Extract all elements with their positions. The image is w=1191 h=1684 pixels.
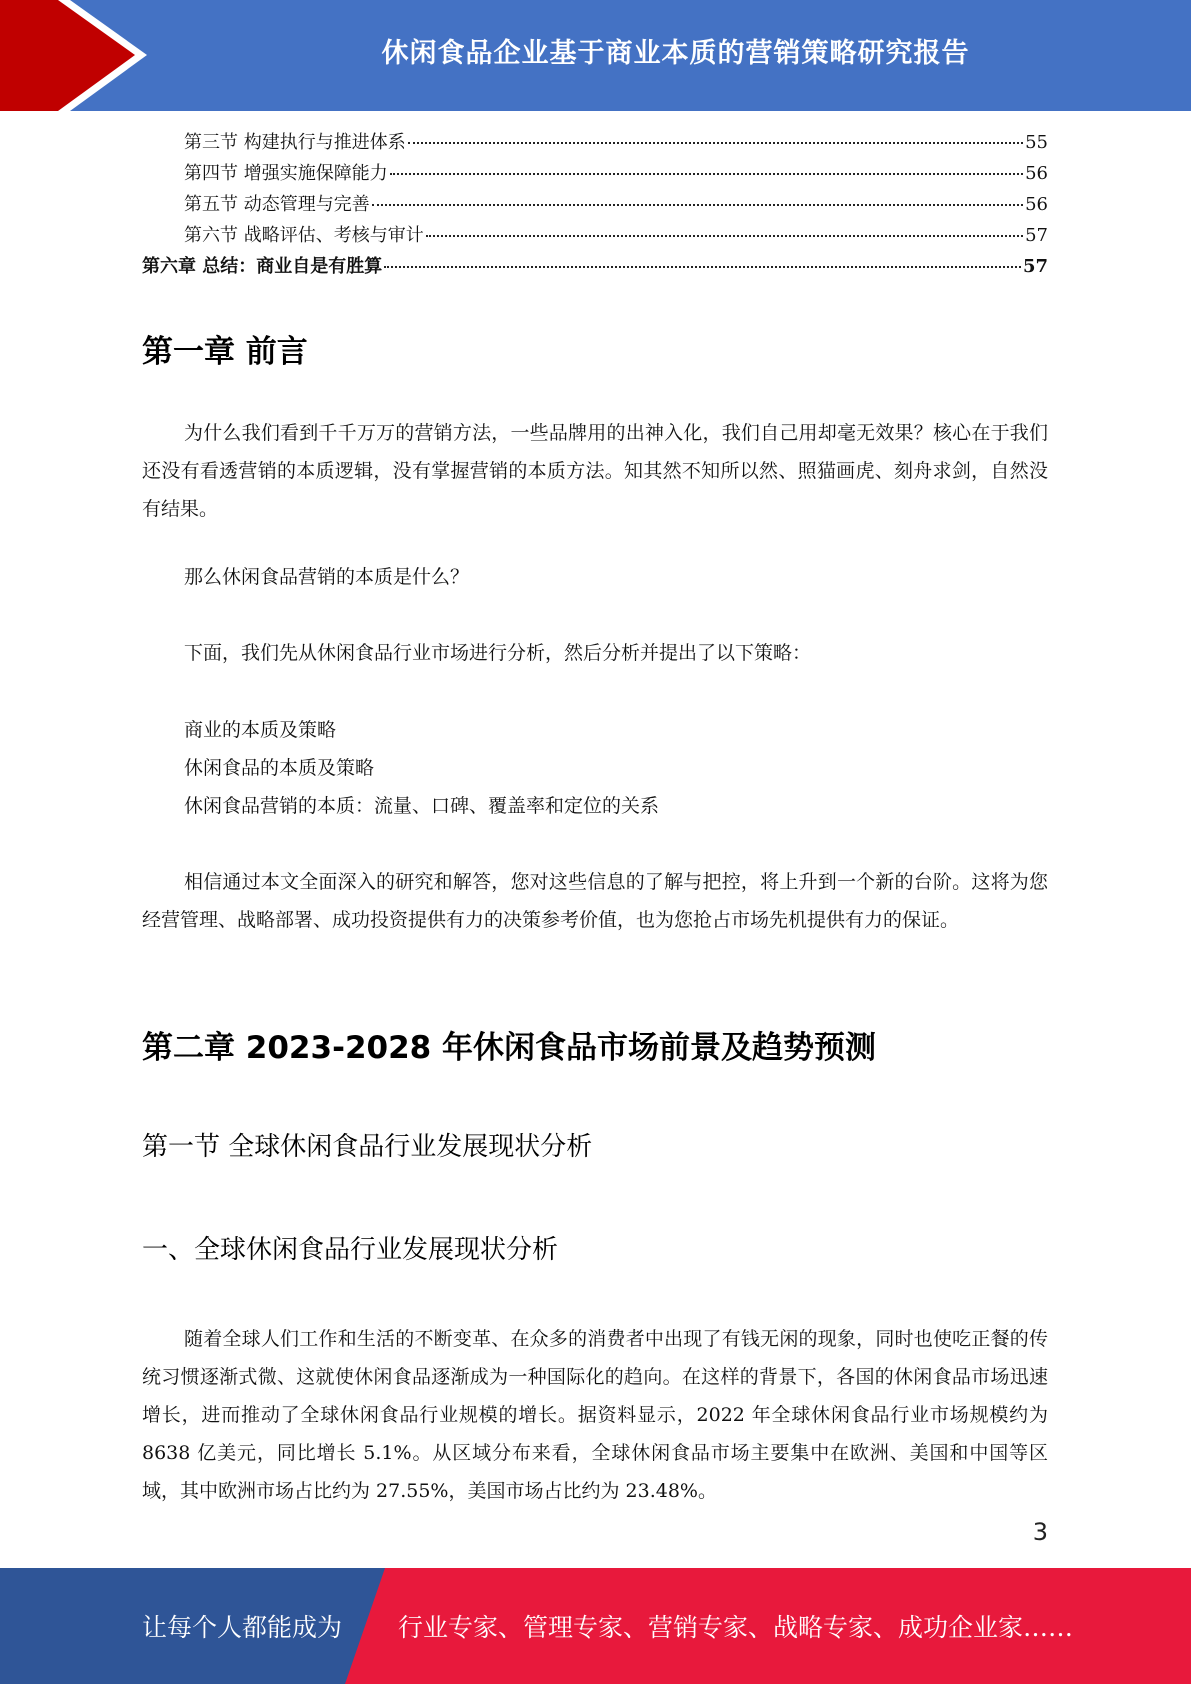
toc-entry[interactable] bbox=[142, 252, 1048, 283]
toc-entry[interactable] bbox=[142, 159, 1048, 190]
toc-leader bbox=[408, 142, 1023, 144]
footer-expert-list: 行业专家、管理专家、营销专家、战略专家、成功企业家…… bbox=[398, 1613, 1074, 1642]
chapter-heading: 第一章 前言 bbox=[142, 334, 308, 370]
toc-leader bbox=[384, 266, 1021, 268]
chapter-heading: 第二章 2023-2028 年休闲食品市场前景及趋势预测 bbox=[142, 1030, 877, 1066]
toc-leader bbox=[372, 204, 1023, 206]
list-item: 休闲食品营销的本质：流量、口碑、覆盖率和定位的关系 bbox=[184, 795, 660, 817]
toc-entry[interactable] bbox=[142, 190, 1048, 221]
page-header bbox=[0, 0, 1191, 111]
toc-entry-page: 56 bbox=[1025, 194, 1048, 215]
toc-entry-label: 第六章 总结：商业自是有胜算 bbox=[142, 256, 383, 277]
list-item: 休闲食品的本质及策略 bbox=[184, 757, 375, 779]
toc-entry-page: 55 bbox=[1025, 132, 1048, 153]
header-chevron-icon bbox=[0, 0, 160, 111]
subsection-heading: 一、全球休闲食品行业发展现状分析 bbox=[142, 1235, 559, 1265]
paragraph: 下面，我们先从休闲食品行业市场进行分析，然后分析并提出了以下策略： bbox=[184, 642, 812, 664]
toc-entry-label: 第五节 动态管理与完善 bbox=[184, 194, 370, 215]
page-number: 3 bbox=[1032, 1518, 1048, 1546]
report-title: 休闲食品企业基于商业本质的营销策略研究报告 bbox=[381, 37, 970, 69]
toc-leader bbox=[426, 235, 1023, 237]
toc-entry-page: 57 bbox=[1025, 225, 1048, 246]
toc-entry[interactable] bbox=[142, 221, 1048, 252]
toc-entry[interactable] bbox=[142, 128, 1048, 159]
toc-leader bbox=[390, 173, 1023, 175]
toc-entry-label: 第三节 构建执行与推进体系 bbox=[184, 132, 406, 153]
footer-slogan: 让每个人都能成为 bbox=[142, 1613, 343, 1642]
table-of-contents bbox=[142, 128, 1048, 283]
paragraph: 相信通过本文全面深入的研究和解答，您对这些信息的了解与把控，将上升到一个新的台阶。这将为您经营管理、战略部署、成功投资提供有力的决策参考价值，也为您抢占市场先机提供有力的保证。 bbox=[142, 871, 1048, 931]
toc-entry-page: 56 bbox=[1025, 163, 1048, 184]
page-footer bbox=[0, 1568, 1191, 1684]
toc-entry-label: 第六节 战略评估、考核与审计 bbox=[184, 225, 424, 246]
toc-entry-page: 57 bbox=[1022, 256, 1048, 277]
toc-entry-label: 第四节 增强实施保障能力 bbox=[184, 163, 388, 184]
list-item: 商业的本质及策略 bbox=[184, 719, 337, 741]
paragraph: 随着全球人们工作和生活的不断变革、在众多的消费者中出现了有钱无闲的现象，同时也使吃正餐的传统习惯逐渐式微、这就使休闲食品逐渐成为一种国际化的趋向。在这样的背景下，各国的休闲食品市场迅速增长，进而推动了全球休闲食品行业规模的增长。据资料显示，2022 年全球休闲食品行业市场规模约为 8638 亿美元，同比增长 5.1%。从区域分布来看，全球休闲食品市场主要集中在欧洲、美国和中国等区域，其中欧洲市场占比约为 27.55%，美国市场占比约为 23.48%。 bbox=[142, 1328, 1048, 1502]
paragraph: 那么休闲食品营销的本质是什么？ bbox=[184, 566, 470, 588]
paragraph: 为什么我们看到千千万万的营销方法，一些品牌用的出神入化，我们自己用却毫无效果？核心在于我们还没有看透营销的本质逻辑，没有掌握营销的本质方法。知其然不知所以然、照猫画虎、刻舟求剑，自然没有结果。 bbox=[142, 422, 1048, 520]
section-heading: 第一节 全球休闲食品行业发展现状分析 bbox=[142, 1132, 593, 1162]
